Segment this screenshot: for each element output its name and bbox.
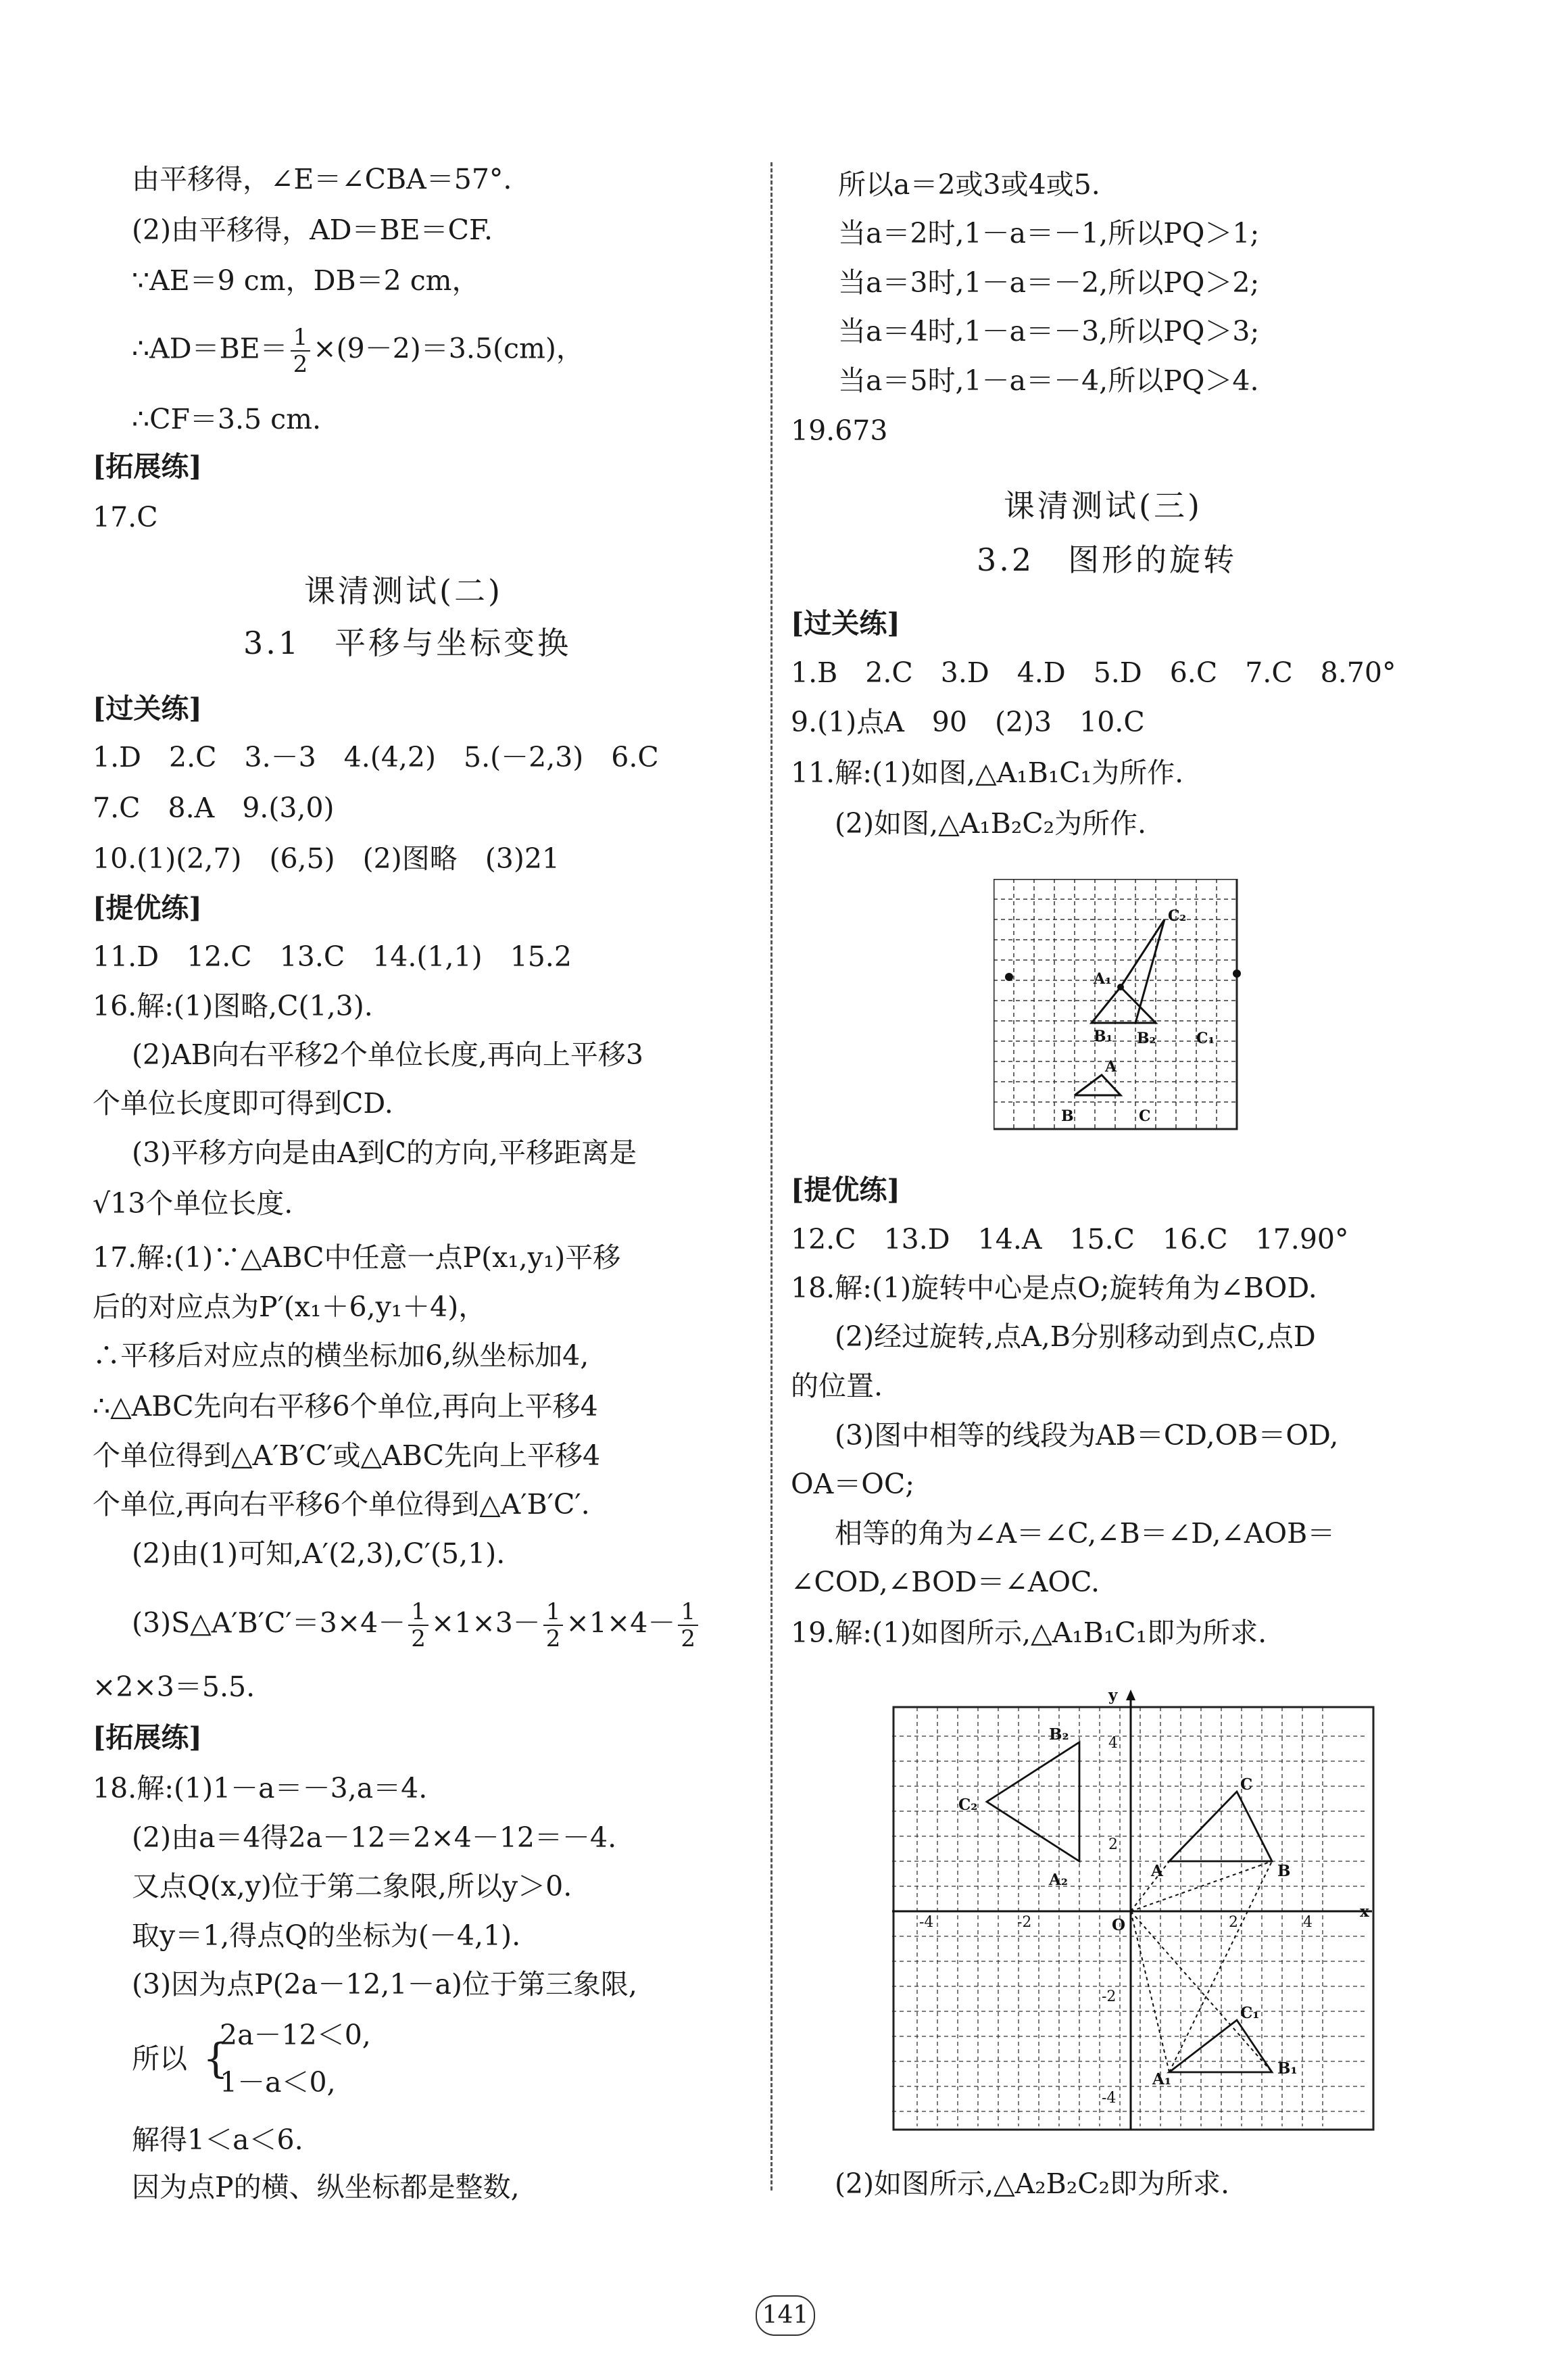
text-line: 个单位,再向右平移6个单位得到△A′B′C′. [93, 1488, 590, 1520]
tick-label: 4 [1303, 1914, 1313, 1931]
text-line: (2)如图,△A₁B₂C₂为所作. [835, 807, 1147, 840]
section-heading: [拓展练] [93, 1721, 202, 1754]
numerator: 1 [291, 325, 311, 352]
text-line: 相等的角为∠A＝∠C,∠B＝∠D,∠AOB＝ [835, 1517, 1336, 1550]
text-part: ×1×4－ [566, 1606, 676, 1639]
text-line: 1.D 2.C 3.－3 4.(4,2) 5.(－2,3) 6.C [93, 741, 659, 773]
section-heading: [过关练] [791, 607, 900, 640]
text-line: (3)图中相等的线段为AB＝CD,OB＝OD, [835, 1419, 1339, 1452]
label-a2: A₂ [1049, 1871, 1068, 1889]
text-line: (2)由a＝4得2a－12＝2×4－12＝－4. [132, 1821, 617, 1854]
section-heading: [过关练] [93, 692, 202, 725]
tick-label: 2 [1229, 1914, 1238, 1931]
text-line: (2)由平移得，AD＝BE＝CF. [132, 214, 493, 246]
text-line: 当a＝2时,1－a＝－1,所以PQ＞1; [838, 217, 1260, 249]
text-line: 19.解:(1)如图所示,△A₁B₁C₁即为所求. [791, 1616, 1267, 1649]
text-line: 9.(1)点A 90 (2)3 10.C [791, 706, 1145, 738]
text-part: ×(9－2)＝3.5(cm)， [313, 332, 584, 365]
label-c: C [1139, 1107, 1151, 1125]
numerator: 1 [408, 1599, 428, 1626]
text-line: 又点Q(x,y)位于第二象限,所以y＞0. [132, 1870, 572, 1902]
text-line: 17.解:(1)∵△ABC中任意一点P(x₁,y₁)平移 [93, 1241, 621, 1274]
text-line: ∠COD,∠BOD＝∠AOC. [791, 1566, 1100, 1598]
label-a1: A₁ [1094, 970, 1112, 988]
numerator: 1 [678, 1599, 698, 1626]
text-line: 17.C [93, 501, 158, 533]
brace: { [203, 2035, 229, 2082]
tick-label: 4 [1108, 1735, 1118, 1752]
text-line: 因为点P的横、纵坐标都是整数, [132, 2171, 520, 2203]
tick-label: -4 [1102, 2090, 1117, 2107]
label-a: A [1151, 1862, 1163, 1880]
denominator: 2 [681, 1625, 695, 1652]
sqrt: √13 [93, 1187, 146, 1220]
rotation-figure-2 [879, 1680, 1379, 2140]
text-line: 19.673 [791, 414, 888, 447]
fraction [408, 1599, 428, 1652]
text-line: OA＝OC; [791, 1468, 915, 1500]
text-part: (3)S△A′B′C′＝3×4－ [132, 1606, 406, 1639]
text-line: 的位置. [791, 1370, 883, 1402]
section-heading: [提优练] [791, 1174, 900, 1206]
label-a1: A₁ [1152, 2070, 1171, 2088]
section-subtitle: 3.2 图形的旋转 [977, 542, 1238, 578]
tick-label: -2 [1017, 1914, 1032, 1931]
numerator: 1 [543, 1599, 564, 1626]
text-line: 个单位得到△A′B′C′或△ABC先向上平移4 [93, 1439, 601, 1472]
text-line [93, 1187, 293, 1220]
tick-label: -4 [919, 1914, 934, 1931]
fraction [291, 325, 311, 377]
tick-label: 2 [1108, 1836, 1118, 1853]
section-heading: [提优练] [93, 892, 202, 924]
text-part: 个单位长度. [145, 1187, 293, 1220]
text-line: 取y＝1,得点Q的坐标为(－4,1). [132, 1919, 521, 1952]
text-line: 由平移得，∠E＝∠CBA＝57°. [132, 163, 512, 195]
text-line: 1－a＜0, [220, 2066, 336, 2099]
label-b: B [1277, 1862, 1291, 1880]
text-line: 所以a＝2或3或4或5. [838, 168, 1100, 201]
text-line: 11.解:(1)如图,△A₁B₁C₁为所作. [791, 757, 1184, 789]
section-title: 课清测试(三) [1004, 487, 1202, 524]
text-line: ∵AE＝9 cm，DB＝2 cm， [132, 264, 480, 297]
text-line: 18.解:(1)旋转中心是点O;旋转角为∠BOD. [791, 1272, 1317, 1304]
text-line: 16.解:(1)图略,C(1,3). [93, 990, 373, 1022]
text-line: ∴平移后对应点的横坐标加6,纵坐标加4, [93, 1339, 589, 1372]
text-line: 12.C 13.D 14.A 15.C 16.C 17.90° [791, 1223, 1349, 1255]
tick-label: -2 [1102, 1988, 1117, 2005]
text-line [132, 1599, 701, 1652]
label-origin: O [1112, 1916, 1126, 1934]
text-line: 当a＝5时,1－a＝－4,所以PQ＞4. [838, 364, 1259, 397]
text-line: (3)因为点P(2a－12,1－a)位于第三象限, [132, 1968, 637, 2001]
label-b2: B₂ [1049, 1725, 1069, 1744]
text-line: 18.解:(1)1－a＝－3,a＝4. [93, 1772, 428, 1804]
page-number: 141 [756, 2295, 815, 2336]
text-line: (2)AB向右平移2个单位长度,再向上平移3 [132, 1038, 644, 1071]
text-line: (2)如图所示,△A₂B₂C₂即为所求. [835, 2168, 1230, 2200]
text-line: ∴△ABC先向右平移6个单位,再向上平移4 [93, 1390, 598, 1422]
label-c2: C₂ [958, 1796, 978, 1814]
label-b1: B₁ [1277, 2059, 1298, 2078]
denominator: 2 [545, 1625, 561, 1652]
fraction [543, 1599, 564, 1652]
label-c1: C₁ [1240, 2004, 1260, 2022]
label-a: A [1105, 1058, 1117, 1076]
text-line: 解得1＜a＜6. [132, 2124, 303, 2156]
text-line: (3)平移方向是由A到C的方向,平移距离是 [132, 1136, 637, 1169]
text-line: 当a＝3时,1－a＝－2,所以PQ＞2; [838, 266, 1260, 299]
label-b2: B₂ [1137, 1030, 1156, 1047]
label-c: C [1240, 1775, 1253, 1794]
text-line: 7.C 8.A 9.(3,0) [93, 792, 335, 824]
section-subtitle: 3.1 平移与坐标变换 [243, 625, 572, 661]
text-part: ×1×3－ [431, 1606, 541, 1639]
text-line: ×2×3＝5.5. [93, 1671, 255, 1703]
column-divider [770, 162, 773, 2190]
text-line: 1.B 2.C 3.D 4.D 5.D 6.C 7.C 8.70° [791, 656, 1396, 689]
denominator: 2 [411, 1625, 426, 1652]
text-line: 所以 [132, 2042, 187, 2075]
text-line: 当a＝4时,1－a＝－3,所以PQ＞3; [838, 315, 1260, 348]
rotation-figure-1 [994, 879, 1250, 1136]
text-line: (2)由(1)可知,A′(2,3),C′(5,1). [132, 1537, 506, 1570]
label-b: B [1061, 1107, 1074, 1125]
text-line: 11.D 12.C 13.C 14.(1,1) 15.2 [93, 940, 572, 973]
label-c1: C₁ [1196, 1030, 1215, 1047]
section-title: 课清测试(二) [304, 573, 503, 609]
denominator: 2 [293, 351, 308, 378]
text-line: (2)经过旋转,点A,B分别移动到点C,点D [835, 1320, 1316, 1353]
text-line: ∴CF＝3.5 cm. [132, 403, 322, 435]
section-heading: [拓展练] [93, 450, 202, 483]
text-line: 个单位长度即可得到CD. [93, 1087, 393, 1120]
label-b1: B₁ [1094, 1028, 1113, 1045]
text-line: 2a－12＜0, [220, 2019, 371, 2051]
text-line [132, 325, 584, 377]
label-y-axis: y [1108, 1686, 1118, 1704]
label-c2: C₂ [1168, 907, 1187, 925]
text-part: ∴AD＝BE＝ [132, 332, 288, 365]
text-line: 后的对应点为P′(x₁＋6,y₁＋4)， [93, 1291, 487, 1323]
label-x-axis: x [1360, 1902, 1369, 1921]
text-line: 10.(1)(2,7) (6,5) (2)图略 (3)21 [93, 842, 560, 875]
fraction [678, 1599, 698, 1652]
